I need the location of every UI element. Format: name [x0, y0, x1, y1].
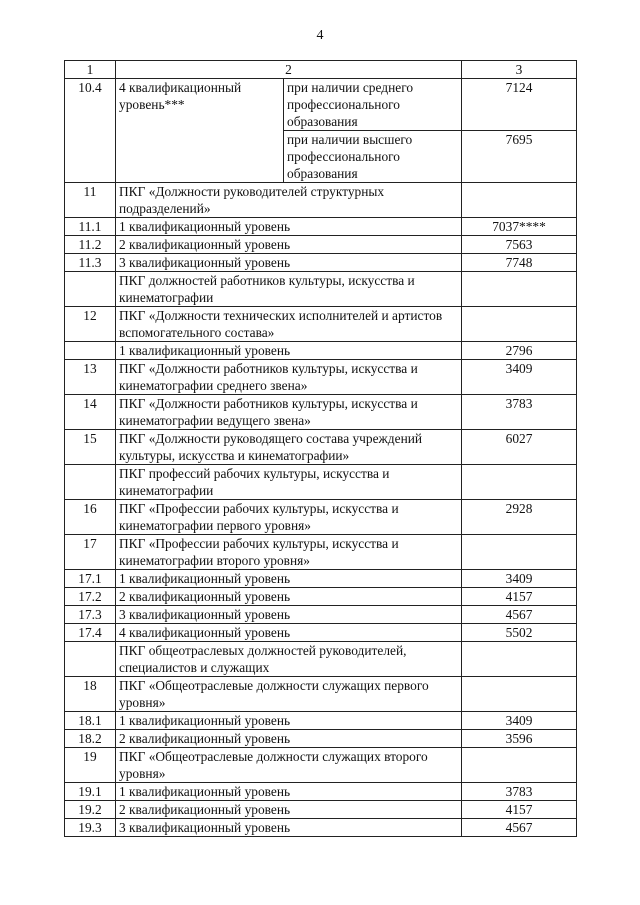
row-number: 12 [65, 307, 116, 342]
table-row [65, 395, 577, 430]
table-row [65, 430, 577, 465]
row-value: 3409 [462, 712, 577, 730]
row-description: 2 квалификационный уровень [116, 730, 462, 748]
table-row [65, 642, 577, 677]
row-description: ПКГ профессий рабочих культуры, искусства и кинематографии [116, 465, 462, 500]
row-description: 2 квалификационный уровень [116, 801, 462, 819]
row-value: 7748 [462, 254, 577, 272]
row-value [462, 748, 577, 783]
row-value: 6027 [462, 430, 577, 465]
row-number: 18.1 [65, 712, 116, 730]
row-number: 18.2 [65, 730, 116, 748]
row-number: 15 [65, 430, 116, 465]
row-value [462, 642, 577, 677]
row-number [65, 342, 116, 360]
row-number [65, 642, 116, 677]
row-description: 3 квалификационный уровень [116, 254, 462, 272]
row-value: 4567 [462, 606, 577, 624]
table-row [65, 677, 577, 712]
row-number: 19.1 [65, 783, 116, 801]
row-value [462, 535, 577, 570]
row-number: 17.1 [65, 570, 116, 588]
row-value: 4567 [462, 819, 577, 837]
row-description: 1 квалификационный уровень [116, 342, 462, 360]
row-description: ПКГ «Общеотраслевые должности служащих первого уровня» [116, 677, 462, 712]
row-description: 3 квалификационный уровень [116, 606, 462, 624]
row-description: 3 квалификационный уровень [116, 819, 462, 837]
salary-table [64, 60, 577, 837]
row-number: 13 [65, 360, 116, 395]
row-value: 3409 [462, 360, 577, 395]
table-row [65, 588, 577, 606]
row-number: 14 [65, 395, 116, 430]
row-number [65, 272, 116, 307]
header-col-1: 1 [65, 61, 116, 79]
row-value: 7695 [462, 131, 577, 183]
table-row [65, 570, 577, 588]
row-number: 11.1 [65, 218, 116, 236]
row-description: 2 квалификационный уровень [116, 588, 462, 606]
header-row [65, 61, 577, 79]
table-row [65, 801, 577, 819]
row-value: 3783 [462, 395, 577, 430]
row-number [65, 465, 116, 500]
row-value [462, 307, 577, 342]
table-row [65, 307, 577, 342]
row-level: 4 квалификационный уровень*** [116, 79, 284, 183]
row-number: 17.2 [65, 588, 116, 606]
row-number: 17.3 [65, 606, 116, 624]
row-value: 2796 [462, 342, 577, 360]
row-description: 4 квалификационный уровень [116, 624, 462, 642]
row-description: ПКГ «Должности технических исполнителей и артистов вспомогательного состава» [116, 307, 462, 342]
row-description: ПКГ «Профессии рабочих культуры, искусства и кинематографии второго уровня» [116, 535, 462, 570]
row-description: ПКГ «Общеотраслевые должности служащих второго уровня» [116, 748, 462, 783]
row-value: 5502 [462, 624, 577, 642]
table-row [65, 272, 577, 307]
row-number: 11.2 [65, 236, 116, 254]
table-row [65, 624, 577, 642]
row-value: 2928 [462, 500, 577, 535]
row-number: 11 [65, 183, 116, 218]
row-description: ПКГ «Должности руководящего состава учреждений культуры, искусства и кинематографии» [116, 430, 462, 465]
table-row [65, 342, 577, 360]
table-row [65, 254, 577, 272]
page-number: 4 [316, 28, 324, 43]
row-number: 11.3 [65, 254, 116, 272]
table-row [65, 183, 577, 218]
row-description: ПКГ «Должности работников культуры, искусства и кинематографии ведущего звена» [116, 395, 462, 430]
row-number: 19.3 [65, 819, 116, 837]
table-row [65, 79, 577, 131]
header-col-2: 2 [116, 61, 462, 79]
row-value [462, 183, 577, 218]
row-number: 19.2 [65, 801, 116, 819]
row-value [462, 272, 577, 307]
row-description: ПКГ «Должности работников культуры, искусства и кинематографии среднего звена» [116, 360, 462, 395]
row-value: 3596 [462, 730, 577, 748]
row-value: 4157 [462, 588, 577, 606]
row-value: 3783 [462, 783, 577, 801]
header-col-3: 3 [462, 61, 577, 79]
row-value: 3409 [462, 570, 577, 588]
table-row [65, 712, 577, 730]
row-description: 1 квалификационный уровень [116, 218, 462, 236]
row-description: ПКГ должностей работников культуры, искусства и кинематографии [116, 272, 462, 307]
row-value: 7037**** [462, 218, 577, 236]
row-description: ПКГ «Должности руководителей структурных подразделений» [116, 183, 462, 218]
row-number: 18 [65, 677, 116, 712]
row-description: ПКГ общеотраслевых должностей руководителей, специалистов и служащих [116, 642, 462, 677]
row-description: 2 квалификационный уровень [116, 236, 462, 254]
table-row [65, 819, 577, 837]
table-row [65, 500, 577, 535]
table-row [65, 730, 577, 748]
row-value: 7563 [462, 236, 577, 254]
table-row [65, 360, 577, 395]
table-row [65, 236, 577, 254]
row-condition: при наличии среднего профессионального образования [284, 79, 462, 131]
row-description: 1 квалификационный уровень [116, 712, 462, 730]
row-number: 17 [65, 535, 116, 570]
row-description: ПКГ «Профессии рабочих культуры, искусства и кинематографии первого уровня» [116, 500, 462, 535]
row-condition: при наличии высшего профессионального образования [284, 131, 462, 183]
row-value [462, 465, 577, 500]
table-row [65, 606, 577, 624]
table-row [65, 218, 577, 236]
table-row [65, 748, 577, 783]
row-number: 17.4 [65, 624, 116, 642]
row-number: 19 [65, 748, 116, 783]
table-row [65, 783, 577, 801]
table-row [65, 465, 577, 500]
row-number: 10.4 [65, 79, 116, 183]
table-row [65, 535, 577, 570]
row-value: 4157 [462, 801, 577, 819]
row-description: 1 квалификационный уровень [116, 783, 462, 801]
row-description: 1 квалификационный уровень [116, 570, 462, 588]
row-value: 7124 [462, 79, 577, 131]
row-number: 16 [65, 500, 116, 535]
row-value [462, 677, 577, 712]
